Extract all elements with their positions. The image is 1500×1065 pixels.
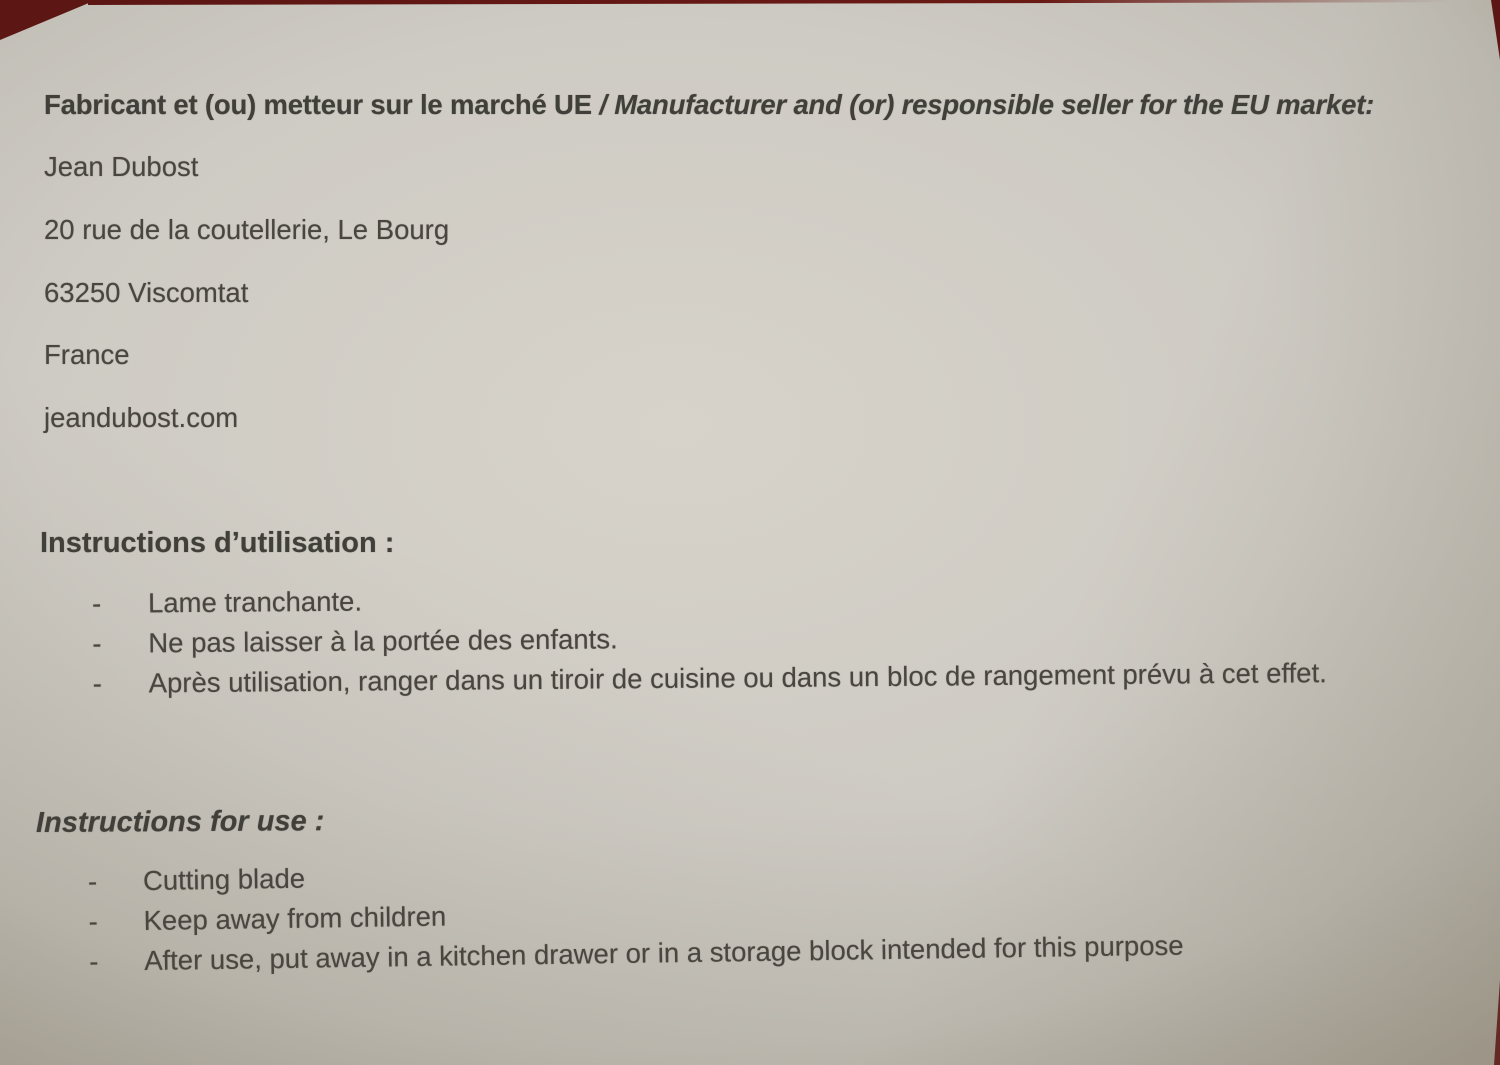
dash-bullet: - bbox=[92, 627, 102, 659]
list-item-text: Après utilisation, ranger dans un tiroir de cuisine ou dans un bloc de rangement prévu à cet effet. bbox=[148, 657, 1327, 699]
list-item-text: Lame tranchante. bbox=[147, 585, 363, 619]
document-title bbox=[44, 88, 1374, 122]
instructions-en-list bbox=[0, 841, 1500, 983]
manufacturer-postal-city: 63250 Viscomtat bbox=[44, 277, 249, 308]
manufacturer-website: jeandubost.com bbox=[44, 402, 239, 433]
instructions-fr-list bbox=[0, 572, 1500, 705]
heading-instructions-en: Instructions for use : bbox=[35, 805, 325, 839]
dash-bullet: - bbox=[91, 587, 102, 619]
photo-background-edge-bottom-right bbox=[1494, 980, 1500, 1065]
dash-bullet: - bbox=[92, 667, 103, 699]
title-english: Manufacturer and (or) responsible seller for the EU market: bbox=[614, 89, 1375, 120]
manufacturer-country: France bbox=[44, 339, 130, 370]
dash-bullet: - bbox=[87, 865, 98, 897]
dash-bullet: - bbox=[88, 905, 98, 937]
title-separator: / bbox=[599, 89, 607, 120]
dash-bullet: - bbox=[88, 945, 99, 977]
photo-background-edge-top bbox=[88, 0, 1450, 5]
list-item-text: After use, put away in a kitchen drawer or in a storage block intended for this purpose bbox=[143, 929, 1184, 977]
list-item-text: Keep away from children bbox=[143, 900, 447, 937]
title-french: Fabricant et (ou) metteur sur le marché UE bbox=[44, 89, 592, 120]
heading-instructions-fr: Instructions d’utilisation : bbox=[40, 527, 395, 559]
manufacturer-name: Jean Dubost bbox=[44, 151, 199, 182]
manufacturer-street: 20 rue de la coutellerie, Le Bourg bbox=[44, 214, 450, 245]
list-item-text: Cutting blade bbox=[142, 862, 306, 897]
photo-background-corner-top-left bbox=[0, 0, 96, 40]
list-item-text: Ne pas laisser à la portée des enfants. bbox=[148, 623, 618, 659]
photo-background-edge-top-right bbox=[1491, 0, 1500, 60]
